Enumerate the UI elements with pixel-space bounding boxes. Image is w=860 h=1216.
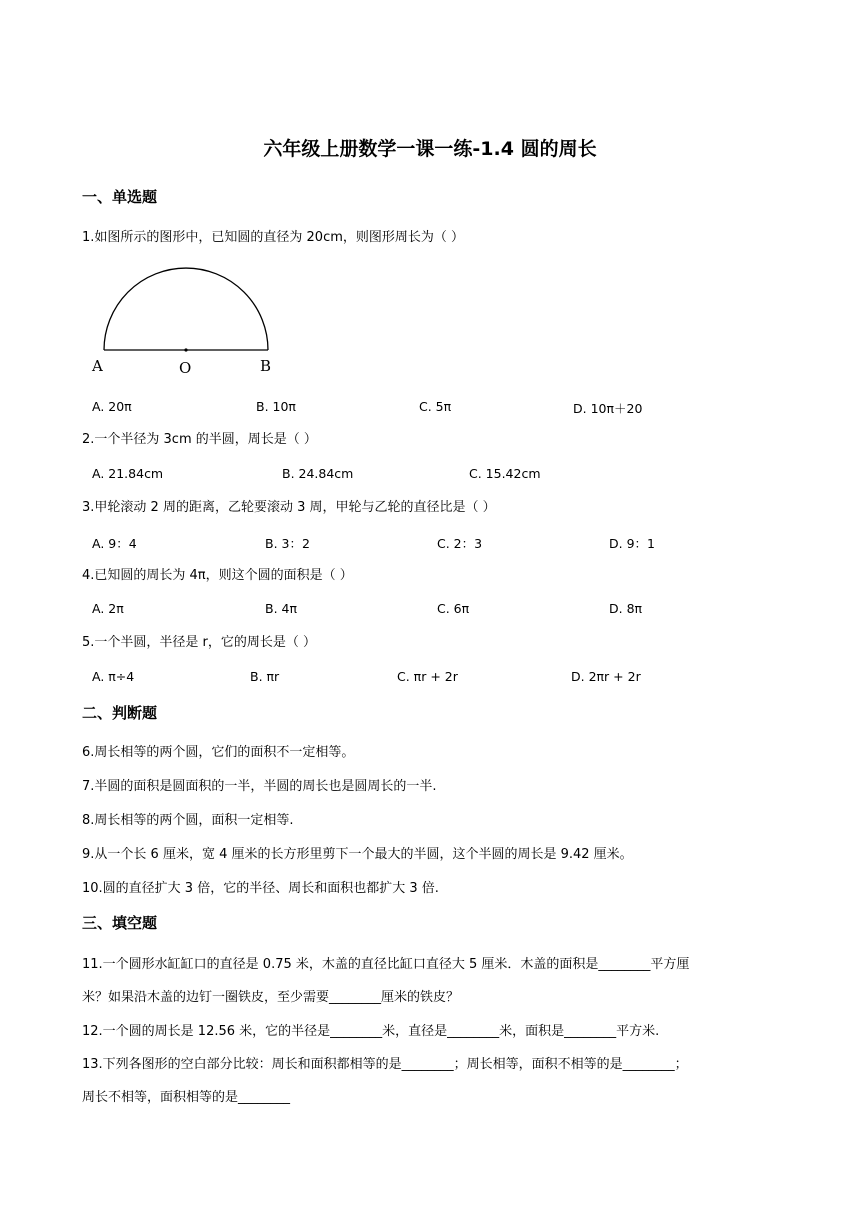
- q5-option-c[interactable]: C. πr + 2r: [397, 669, 458, 684]
- q4-option-b[interactable]: B. 4π: [265, 601, 298, 616]
- question-12-stem: 12.一个圆的周长是 12.56 米，它的半径是________米，直径是________米，面积是________平方米.: [82, 1024, 660, 1039]
- section-heading-true-false: 二、判断题: [82, 704, 158, 722]
- question-6-stem: 6.周长相等的两个圆，它们的面积不一定相等。: [82, 745, 355, 760]
- question-7-stem: 7.半圆的面积是圆面积的一半，半圆的周长也是圆周长的一半.: [82, 779, 437, 794]
- q3-option-a[interactable]: A. 9：4: [92, 536, 137, 551]
- q3-option-d[interactable]: D. 9：1: [609, 536, 655, 551]
- section-heading-single-choice: 一、单选题: [82, 188, 158, 206]
- question-4-stem: 4.已知圆的周长为 4π，则这个圆的面积是（ ）: [82, 568, 353, 583]
- q5-option-a[interactable]: A. π÷4: [92, 669, 135, 684]
- q3-option-b[interactable]: B. 3：2: [265, 536, 310, 551]
- q1-option-a[interactable]: A. 20π: [92, 399, 132, 414]
- q1-option-b[interactable]: B. 10π: [256, 399, 296, 414]
- page-title: 六年级上册数学一课一练-1.4 圆的周长: [263, 138, 597, 160]
- q2-option-a[interactable]: A. 21.84cm: [92, 466, 164, 481]
- question-1-stem: 1.如图所示的图形中，已知圆的直径为 20cm，则图形周长为（ ）: [82, 230, 465, 245]
- q1-option-c[interactable]: C. 5π: [419, 399, 452, 414]
- q4-option-a[interactable]: A. 2π: [92, 601, 124, 616]
- q3-option-c[interactable]: C. 2：3: [437, 536, 483, 551]
- point-o-label: O: [179, 359, 192, 377]
- q2-option-c[interactable]: C. 15.42cm: [469, 466, 541, 481]
- question-9-stem: 9.从一个长 6 厘米，宽 4 厘米的长方形里剪下一个最大的半圆，这个半圆的周长是 9.42 厘米。: [82, 847, 633, 862]
- question-8-stem: 8.周长相等的两个圆，面积一定相等.: [82, 813, 294, 828]
- question-11-line-1: 11.一个圆形水缸缸口的直径是 0.75 米，木盖的直径比缸口直径大 5 厘米．木盖的面积是________平方厘: [82, 957, 690, 972]
- q4-option-c[interactable]: C. 6π: [437, 601, 470, 616]
- point-a-label: A: [92, 357, 103, 375]
- question-13-line-1: 13.下列各图形的空白部分比较：周长和面积都相等的是________；周长相等，面积不相等的是________；: [82, 1057, 688, 1072]
- center-point: [184, 348, 187, 351]
- semicircle-figure: [88, 258, 288, 383]
- semicircle-arc: [104, 268, 268, 350]
- section-heading-fill-blank: 三、填空题: [82, 914, 158, 932]
- q5-option-d[interactable]: D. 2πr + 2r: [571, 669, 641, 684]
- question-10-stem: 10.圆的直径扩大 3 倍，它的半径、周长和面积也都扩大 3 倍.: [82, 881, 439, 896]
- point-b-label: B: [260, 357, 272, 375]
- question-13-line-2: 周长不相等，面积相等的是________: [82, 1090, 291, 1105]
- q2-option-b[interactable]: B. 24.84cm: [282, 466, 354, 481]
- question-5-stem: 5.一个半圆，半径是 r，它的周长是（ ）: [82, 635, 317, 650]
- q4-option-d[interactable]: D. 8π: [609, 601, 643, 616]
- question-11-line-2: 米？如果沿木盖的边钉一圈铁皮，至少需要________厘米的铁皮？: [82, 990, 460, 1005]
- question-2-stem: 2.一个半径为 3cm 的半圆，周长是（ ）: [82, 432, 317, 447]
- question-3-stem: 3.甲轮滚动 2 周的距离，乙轮要滚动 3 周，甲轮与乙轮的直径比是（ ）: [82, 500, 496, 515]
- q5-option-b[interactable]: B. πr: [250, 669, 280, 684]
- q1-option-d[interactable]: D. 10π＋20: [573, 401, 643, 416]
